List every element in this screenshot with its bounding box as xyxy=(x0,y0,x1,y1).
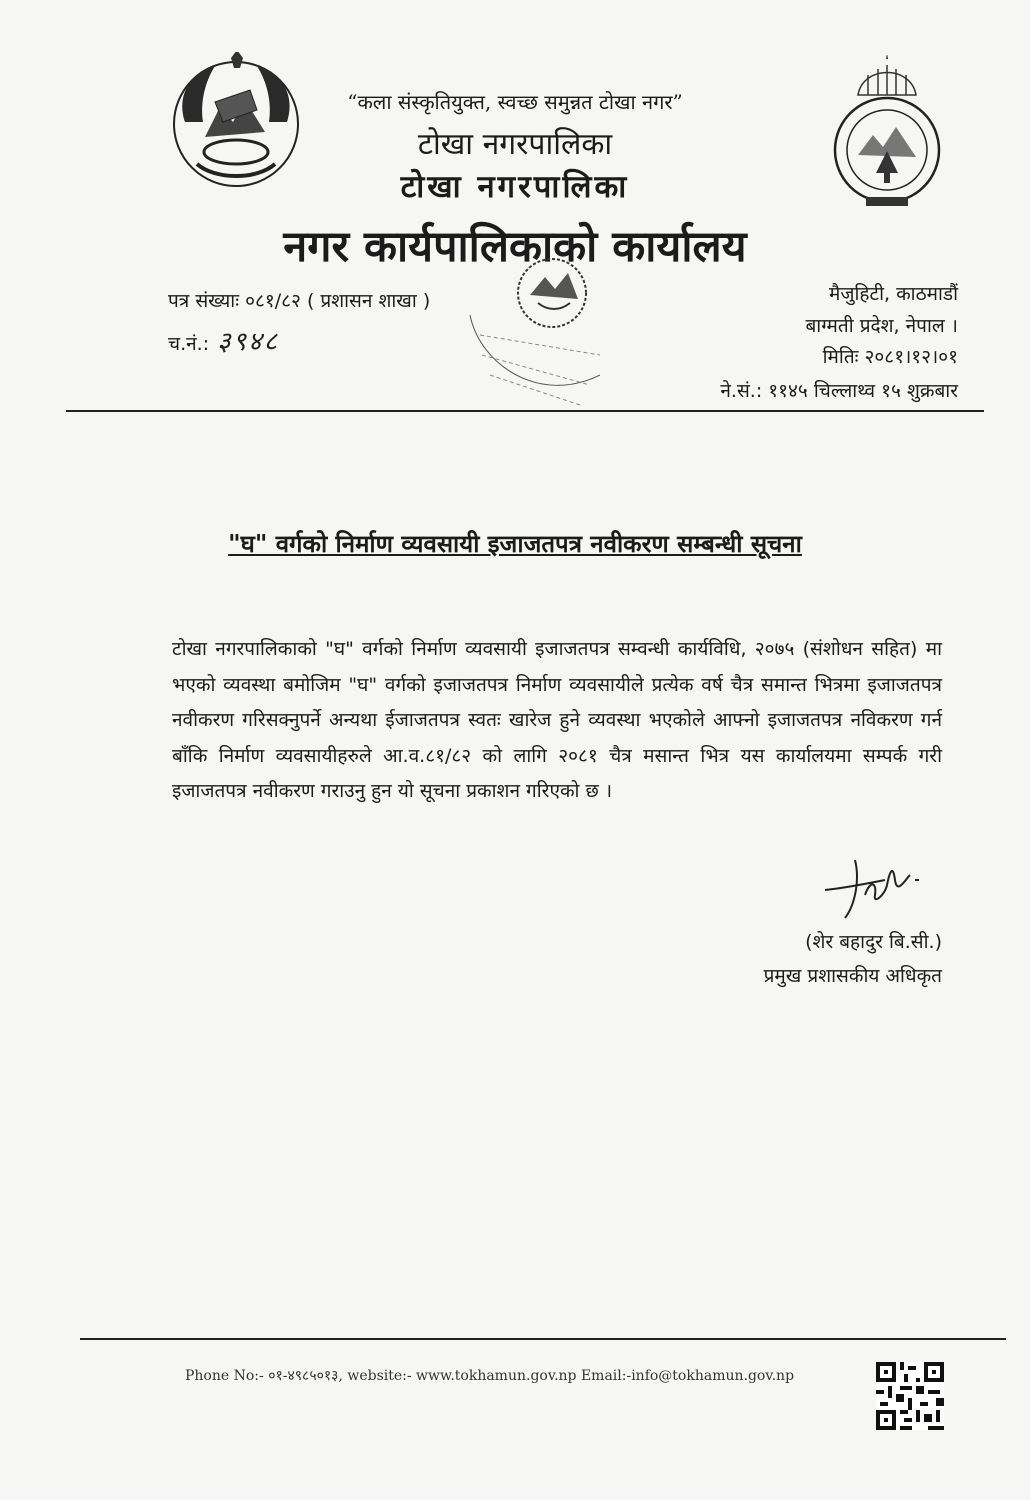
nepal-sambat-date: ने.सं.: ११४५ चिल्लाथ्व १५ शुक्रबार xyxy=(720,380,958,402)
address-line-2: बाग्मती प्रदेश, नेपाल । xyxy=(805,315,958,337)
signature-mark xyxy=(815,850,935,925)
header-divider xyxy=(66,410,984,412)
municipality-name: टोखा नगरपालिका xyxy=(417,127,613,162)
qr-code-icon xyxy=(876,1362,944,1430)
municipal-slogan: “कला संस्कृतियुक्त, स्वच्छ समुन्नत टोखा नगर” xyxy=(347,90,683,114)
notice-body: टोखा नगरपालिकाको "घ" वर्गको निर्माण व्यवसायी इजाजतपत्र सम्वन्धी कार्यविधि, २०७५ (संशोधन सहित) मा भएको व्यवस्था बमोजिम "घ" वर्गको इजाजतपत्र निर्माण व्यवसायीले प्रत्येक वर्ष चैत्र समान्त भित्रमा इजाजतपत्र नवीकरण गरिसक्नुपर्ने अन्यथा ईजाजतपत्र स्वतः खारेज हुने व्यवस्था भएकोले आफ्नो इजाजतपत्र नविकरण गर्न बाँकि निर्माण व्यवसायीहरुले आ.व.८१/८२ को लागि २०८१ चैत्र मसान्त भित्र यस कार्यालयमा सम्पर्क गरी इजाजतपत्र नवीकरण गराउनु हुन यो सूचना प्रकाशन गरिएको छ । xyxy=(172,638,942,802)
issue-date: मितिः २०८१।१२।०१ xyxy=(822,346,958,368)
dispatch-number xyxy=(168,322,279,358)
office-stamp xyxy=(460,255,620,440)
dispatch-value: ३९४८ xyxy=(217,327,280,357)
signatory-title: प्रमुख प्रशासकीय अधिकृत xyxy=(763,965,942,987)
footer-divider xyxy=(80,1338,1006,1340)
notice-subject: "घ" वर्गको निर्माण व्यवसायी इजाजतपत्र नवीकरण सम्बन्धी सूचना xyxy=(228,529,802,558)
address-line-1: मैजुहिटी, काठमाडौं xyxy=(829,283,958,305)
reference-number: पत्र संख्याः ०८१/८२ ( प्रशासन शाखा ) xyxy=(168,290,431,312)
municipality-name-ornate: टोखा नगरपालिका xyxy=(400,169,630,205)
office-title: नगर कार्यपालिकाको कार्यालय xyxy=(283,222,747,272)
signatory-name: (शेर बहादुर बि.सी.) xyxy=(805,931,942,953)
dispatch-label: च.नं.: xyxy=(168,333,210,355)
footer-contact: Phone No:- ०१-४९८५०१३, website:- www.tokhamun.gov.np Email:-info@tokhamun.gov.np xyxy=(185,1368,795,1384)
